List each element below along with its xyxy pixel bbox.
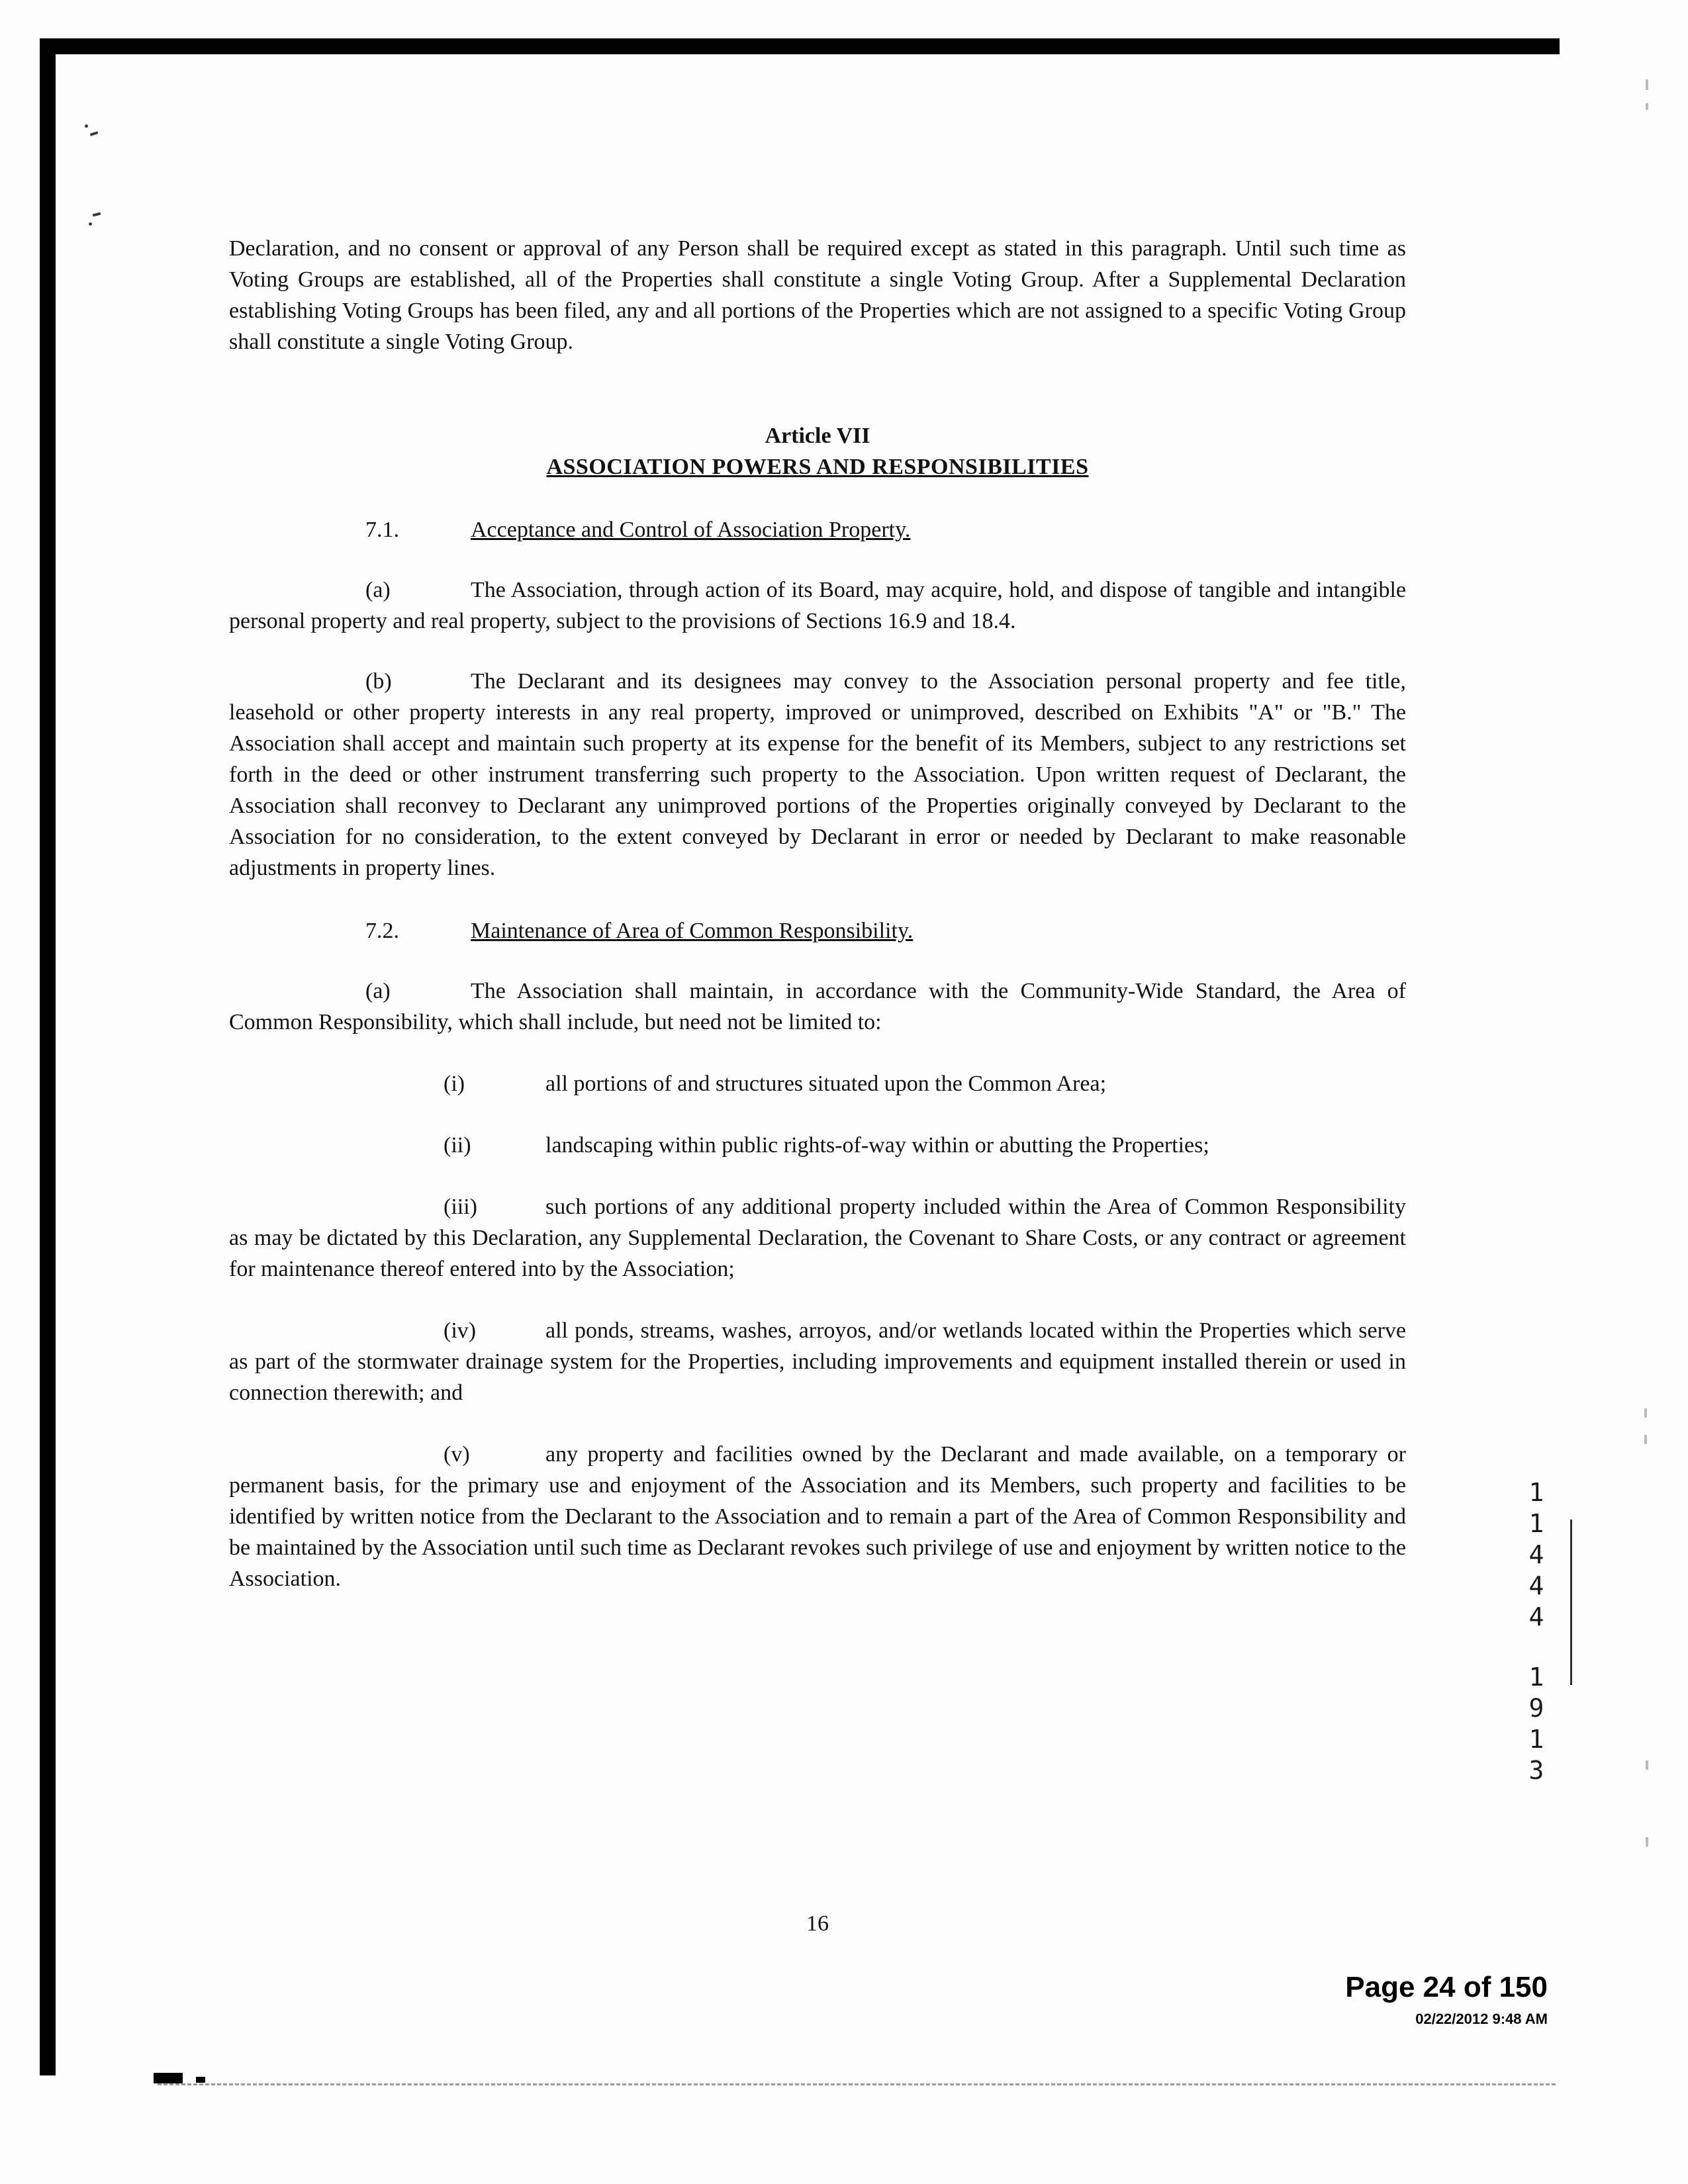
scan-noise-mark [1644, 1408, 1647, 1418]
paragraph-label: (a) [365, 578, 391, 602]
item-label: (iv) [444, 1318, 477, 1343]
scan-noise-blob [154, 2073, 183, 2083]
paragraph-7-1-a [229, 574, 1406, 637]
section-7-2-number: 7.2. [365, 919, 399, 943]
scan-noise-mark [89, 222, 92, 226]
scan-noise-mark [1646, 1837, 1648, 1846]
article-heading-block [229, 420, 1406, 482]
intro-paragraph: Declaration, and no consent or approval of any Person shall be required except as stated in this paragraph. Until such time as Voting Groups are established, all of the Properties shall constitute a single Voting Group. After a Supplemental Declaration establishing Voting Groups has been filed, any and all portions of the Properties which are not assigned to a specific Voting Group shall constitute a single Voting Group. [229, 236, 1406, 354]
scan-noise-mark [93, 212, 101, 217]
article-title: ASSOCIATION POWERS AND RESPONSIBILITIES [546, 455, 1089, 479]
scan-edge-left-bar [40, 38, 56, 2075]
paragraph-text: The Declarant and its designees may convey to the Association personal property and fee title, leasehold or other property interests in any real property, improved or unimproved, described on Exhibits "A" or "B." The Association shall accept and maintain such property at its expense for the benefit of its Members, subject to any restrictions set forth in the deed or other instrument transferring such property to the Association. Upon written request of Declarant, the Association shall reconvey to Declarant any unimproved portions of the Properties originally conveyed by Declarant to the Association for no consideration, to the extent conveyed by Declarant in error or needed by Declarant to make reasonable adjustments in property lines. [229, 669, 1406, 880]
stamp-digit: 1 [1528, 1725, 1544, 1754]
stamp-digit: 9 [1528, 1694, 1544, 1723]
scan-edge-top-bar [40, 38, 1560, 54]
section-7-1-number: 7.1. [365, 518, 399, 542]
margin-stamp [1520, 1477, 1553, 1786]
item-text: any property and facilities owned by the Declarant and made available, on a temporary or permanent basis, for the primary use and enjoyment of the Association and its Members, such property and facilities to be identified by written notice from the Declarant to the Association and to remain a part of the Area of Common Responsibility and be maintained by the Association until such time as Declarant revokes such privilege of use and enjoyment by written notice to the Association. [229, 1442, 1406, 1591]
scan-noise-bottom-line [158, 2083, 1556, 2085]
scan-noise-mark [1646, 1760, 1648, 1770]
scan-noise-mark [1644, 1435, 1647, 1444]
item-7-2-ii [229, 1130, 1406, 1161]
stamp-digit: 4 [1528, 1602, 1544, 1631]
scan-noise-blob [196, 2077, 205, 2083]
stamp-digit: 1 [1528, 1509, 1544, 1538]
item-7-2-v [229, 1439, 1406, 1594]
scan-noise-mark [1646, 103, 1648, 110]
scan-noise-mark [1646, 79, 1648, 90]
scan-noise-mark [90, 131, 99, 136]
item-7-2-i [229, 1068, 1406, 1099]
section-7-2-heading [229, 915, 1406, 946]
item-7-2-iii [229, 1191, 1406, 1285]
paragraph-label: (a) [365, 979, 391, 1003]
item-text: such portions of any additional property included within the Area of Common Responsibility as may be dictated by this Declaration, any Supplemental Declaration, the Covenant to Share Costs, or any contract or agreement for maintenance thereof entered into by the Association; [229, 1195, 1406, 1281]
stamp-rule-line [1570, 1520, 1572, 1685]
scan-noise-mark [85, 124, 88, 128]
article-number: Article VII [765, 424, 870, 448]
section-7-1-title: Acceptance and Control of Association Property. [471, 518, 911, 542]
footer-timestamp: 02/22/2012 9:48 AM [1415, 2011, 1548, 2027]
stamp-digit: 3 [1528, 1756, 1544, 1785]
paragraph-text: The Association shall maintain, in accordance with the Community-Wide Standard, the Area of Common Responsibility, which shall include, but need not be limited to: [229, 979, 1406, 1034]
item-text: all portions of and structures situated upon the Common Area; [545, 1071, 1107, 1096]
item-7-2-iv [229, 1315, 1406, 1408]
paragraph-7-2-a [229, 976, 1406, 1038]
paragraph-label: (b) [365, 669, 392, 694]
paragraph-text: The Association, through action of its Board, may acquire, hold, and dispose of tangible and intangible personal property and real property, subject to the provisions of Sections 16.9 and 18.4. [229, 578, 1406, 633]
item-label: (i) [444, 1071, 465, 1096]
section-7-1-heading [229, 514, 1406, 545]
item-text: landscaping within public rights-of-way within or abutting the Properties; [545, 1133, 1209, 1158]
stamp-digit: 1 [1528, 1478, 1544, 1507]
footer-page-label: Page 24 of 150 [1345, 1971, 1548, 2003]
item-label: (v) [444, 1442, 470, 1467]
document-body [229, 233, 1406, 1594]
stamp-digit: 4 [1528, 1571, 1544, 1600]
stamp-digit: 1 [1528, 1662, 1544, 1692]
section-7-2-title: Maintenance of Area of Common Responsibility. [471, 919, 914, 943]
item-label: (iii) [444, 1195, 477, 1219]
item-text: all ponds, streams, washes, arroyos, and/or wetlands located within the Properties which serve as part of the stormwater drainage system for the Properties, including improvements and equipment installed therein or used in connection therewith; and [229, 1318, 1406, 1405]
item-label: (ii) [444, 1133, 471, 1158]
paragraph-7-1-b [229, 666, 1406, 884]
stamp-digit: 4 [1528, 1540, 1544, 1569]
page-number: 16 [806, 1911, 829, 1936]
